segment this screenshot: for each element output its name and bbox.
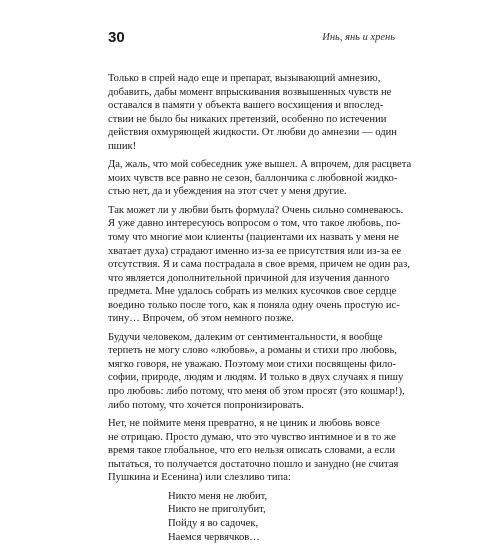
text-line: Будучи человеком, далеким от сентиментальности, я вообще <box>108 331 383 343</box>
paragraph-1 <box>108 72 395 153</box>
page-number: 30 <box>108 29 125 46</box>
body-text <box>108 72 412 544</box>
running-head: Инь, янь и хрень <box>322 32 395 43</box>
paragraph-2 <box>108 158 412 199</box>
text-line: хватает духа) страдают именно из-за ее присутствия или из-за ее <box>108 245 402 257</box>
text-line: оставался в памяти у объекта вашего восхищения и впослед- <box>108 100 384 112</box>
text-line: что является дополнительной причиной для изучения данного <box>108 272 390 284</box>
poem-quote <box>108 490 395 544</box>
text-line: тину… Впрочем, об этом немного позже. <box>108 313 294 325</box>
text-line: пшик! <box>108 140 137 152</box>
text-line: терпеть не могу слово «любовь», а романы и стихи про любовь, <box>108 345 397 357</box>
text-line: воедино только после того, как я поняла одну очень простую ис- <box>108 299 400 311</box>
paragraph-4 <box>108 331 405 412</box>
text-line: предмета. Мне удалось собрать из мелких кусочков свое сердце <box>108 286 397 298</box>
text-line: Так может ли у любви быть формула? Очень сильно сомневаюсь. <box>108 204 404 216</box>
text-line: софии, природе, людям и людям. И только в двух случаях я пишу <box>108 372 404 384</box>
text-line: либо потому, что хочется попронизировать. <box>108 399 305 411</box>
text-line: время такое глобальное, что его нельзя описать словами, а если <box>108 445 396 457</box>
text-line: не отрицаю. Просто думаю, что это чувство интимное и в то же <box>108 431 396 443</box>
text-line: стью нет, да и убеждения на этот счет у меня другие. <box>108 186 347 198</box>
text-line: отсутствия. Я и сама пострадала в свое время, причем не один раз, <box>108 259 410 271</box>
text-line: моих чувств все равно не сезон, баллончика с любовной жидко- <box>108 172 398 184</box>
text-line: добавить, дабы момент впрыскивания возвышенных чувств не <box>108 86 392 98</box>
poem-line: Никто не приголубит, <box>168 504 266 516</box>
text-line: пытаться, то получается достаточно пошло и занудно (не считая <box>108 458 399 470</box>
text-line: про любовь: либо потому, что меня об этом просят (это кошмар!), <box>108 386 405 398</box>
paragraph-5 <box>108 417 399 485</box>
text-line: тому что многие мои клиенты (пациентами их назвать у меня не <box>108 232 399 244</box>
text-line: ствии не было бы никаких претензий, особенно по истечении <box>108 113 387 125</box>
poem-line: Пойду я во садочек, <box>168 518 259 530</box>
page-header <box>108 29 395 51</box>
text-line: Нет, не поймите меня превратно, я не циник и любовь вовсе <box>108 418 380 430</box>
text-line: Только в спрей надо еще и препарат, вызывающий амнезию, <box>108 73 381 84</box>
text-line: действия охмуряющей жидкости. От любви до амнезии — один <box>108 127 397 139</box>
text-line: Да, жаль, что мой собеседник уже вышел. А впрочем, для расцвета <box>108 159 412 171</box>
text-line: мягко говоря, не уважаю. Поэтому мои стихи посвящены фило- <box>108 358 397 370</box>
text-line: Пушкина и Есенина) или слезливо типа: <box>108 472 291 484</box>
text-line: Я уже давно интересуюсь вопросом о том, что такое любовь, по- <box>108 218 401 230</box>
poem-line: Наемся червячков… <box>168 531 260 543</box>
poem-line: Никто меня не любит, <box>168 490 268 502</box>
paragraph-3 <box>108 204 410 326</box>
